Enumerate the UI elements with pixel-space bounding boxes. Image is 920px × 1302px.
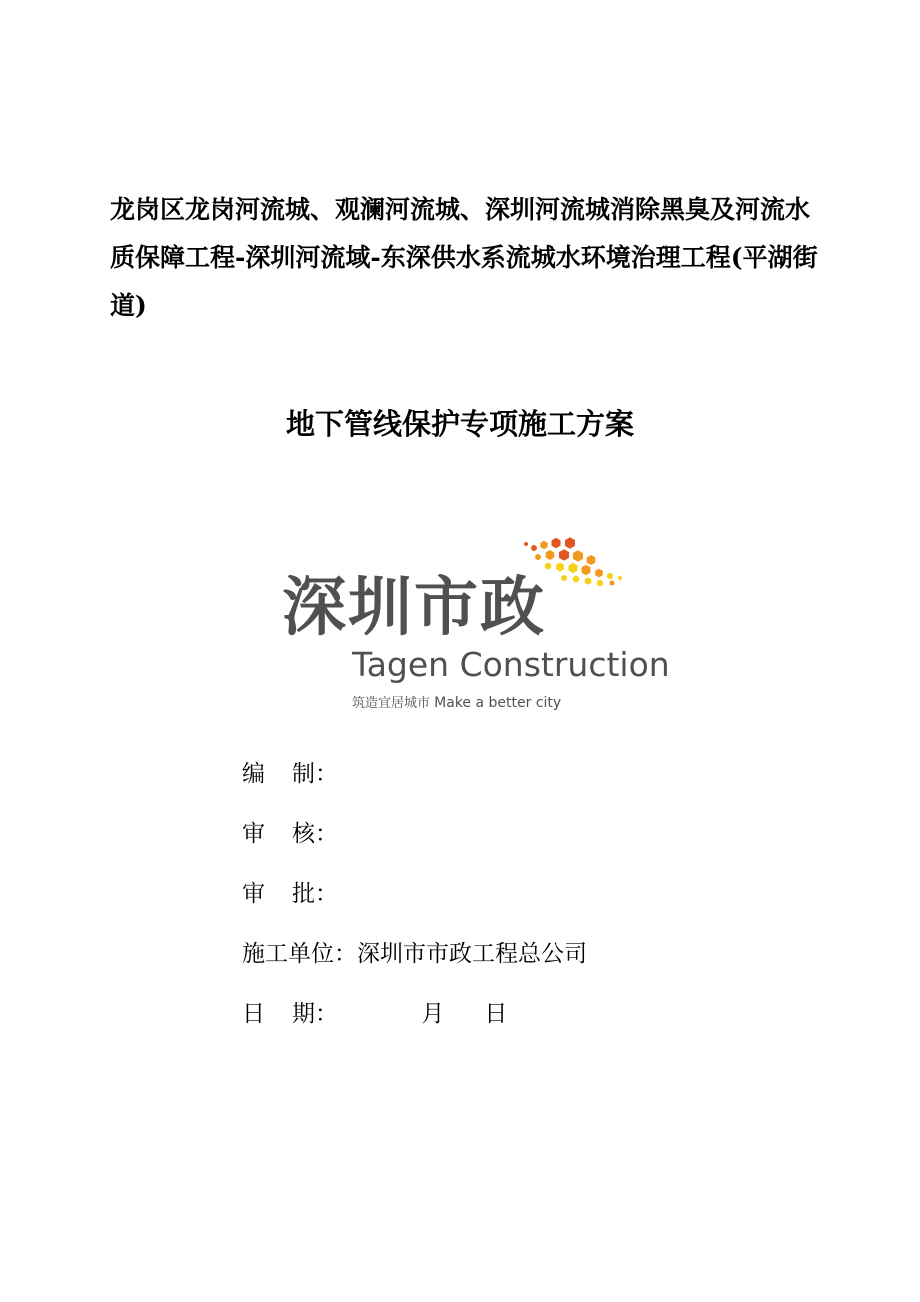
field-compiler — [242, 752, 802, 812]
approval-fields — [242, 752, 802, 1052]
logo-slogan — [352, 696, 561, 710]
field-date-month: 月 — [421, 1001, 445, 1027]
field-date — [242, 992, 802, 1052]
logo-dot — [559, 549, 569, 561]
logo-dot — [569, 563, 578, 573]
field-date-day: 日 — [484, 1001, 508, 1027]
logo-dot — [587, 555, 596, 565]
logo-dot — [531, 545, 537, 551]
logo-dot — [535, 554, 541, 560]
field-contractor-label: 施工单位： — [242, 941, 357, 967]
logo-dot — [540, 541, 547, 549]
logo-dot — [556, 562, 564, 571]
logo-dot — [585, 577, 592, 585]
field-date-value — [371, 992, 507, 1036]
field-compiler-label: 编 制： — [242, 761, 338, 787]
logo-dot — [618, 576, 622, 580]
logo-slogan-en: Make a better city — [434, 695, 562, 711]
logo-dot — [565, 537, 575, 549]
logo-brand-en: Tagen Construction — [352, 645, 670, 684]
logo-dot — [546, 550, 555, 560]
logo-dot — [561, 575, 567, 581]
company-logo — [280, 530, 670, 720]
logo-dot — [573, 575, 579, 582]
field-reviewer-label: 审 核： — [242, 821, 338, 847]
field-contractor-value: 深圳市市政工程总公司 — [357, 941, 587, 967]
logo-dot — [597, 580, 603, 587]
field-approver — [242, 872, 802, 932]
project-title: 龙岗区龙岗河流城、观澜河流城、深圳河流城消除黑臭及河流水质保障工程-深圳河流域-东深供水系流城水环境治理工程(平湖街道) — [110, 195, 818, 320]
logo-dot — [595, 569, 603, 578]
document-title: 地下管线保护专项施工方案 — [285, 407, 634, 441]
field-reviewer — [242, 812, 802, 872]
logo-dot — [607, 573, 613, 580]
logo-dot — [573, 550, 583, 562]
logo-slogan-cn: 筑造宜居城市 — [352, 696, 431, 711]
logo-brand-cn: 深圳市政 — [282, 571, 546, 645]
logo-dot — [552, 538, 561, 548]
field-date-label: 日 期： — [242, 1001, 338, 1027]
logo-dot — [524, 542, 528, 546]
logo-dot — [582, 565, 591, 575]
logo-dot — [545, 562, 551, 569]
logo-dot — [610, 580, 615, 586]
field-contractor — [242, 932, 802, 992]
field-approver-label: 审 批： — [242, 881, 338, 907]
